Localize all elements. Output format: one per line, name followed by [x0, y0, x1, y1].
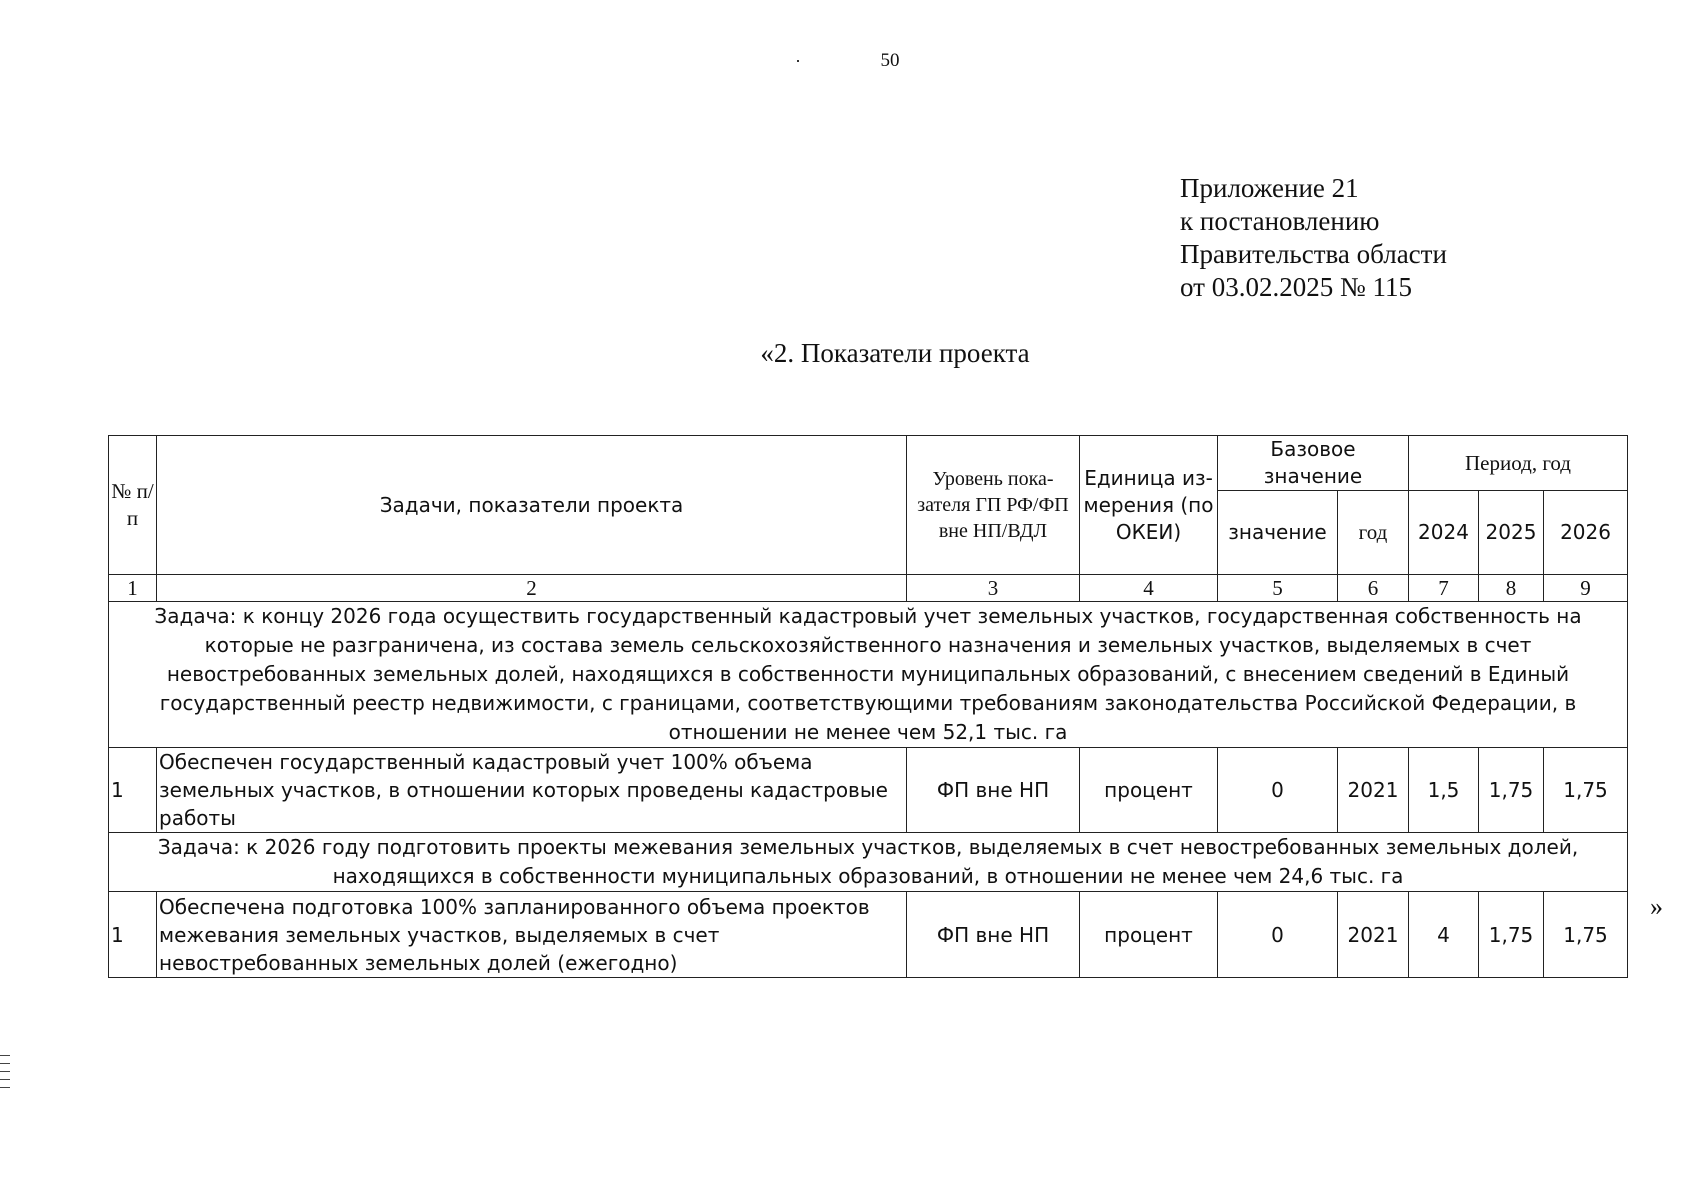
header-2024: 2024: [1409, 491, 1479, 575]
scan-speck: [797, 60, 799, 62]
header-2026: 2026: [1544, 491, 1628, 575]
header-unit: Единица из-мерения (по ОКЕИ): [1080, 436, 1218, 575]
row2-num: 1: [109, 892, 157, 978]
header-level: Уровень пока-зателя ГП РФ/ФП вне НП/ВДЛ: [907, 436, 1080, 575]
header-period: Период, год: [1409, 436, 1628, 491]
col-num-4: 4: [1080, 575, 1218, 602]
row2-2025: 1,75: [1479, 892, 1544, 978]
row1-2026: 1,75: [1544, 748, 1628, 833]
appendix-line-4: от 03.02.2025 № 115: [1180, 272, 1412, 302]
col-num-6: 6: [1338, 575, 1409, 602]
header-num: № п/п: [109, 436, 157, 575]
col-num-1: 1: [109, 575, 157, 602]
row1-name: Обеспечен государственный кадастровый учет 100% объема земельных участков, в отношении которых проведены кадастровые работы: [157, 748, 907, 833]
indicator-row-1: [109, 748, 1628, 833]
margin-marks: [0, 1055, 10, 1095]
row1-base-value: 0: [1218, 748, 1338, 833]
row2-name: Обеспечена подготовка 100% запланированного объема проектов межевания земельных участков, выделяемых в счет невостребованных земельных долей (ежегодно): [157, 892, 907, 978]
header-tasks: Задачи, показатели проекта: [157, 436, 907, 575]
row2-level: ФП вне НП: [907, 892, 1080, 978]
task-2-text: Задача: к 2026 году подготовить проекты межевания земельных участков, выделяемых в счет невостребованных земельных долей, находящихся в собственности муниципальных образований, в отношении не менее чем 24,6 тыс. га: [109, 833, 1628, 892]
row1-unit: процент: [1080, 748, 1218, 833]
col-num-3: 3: [907, 575, 1080, 602]
row2-base-value: 0: [1218, 892, 1338, 978]
appendix-line-3: Правительства области: [1180, 239, 1447, 269]
appendix-block: [1180, 172, 1447, 304]
row1-2025: 1,75: [1479, 748, 1544, 833]
column-number-row: [109, 575, 1628, 602]
row2-unit: процент: [1080, 892, 1218, 978]
row1-base-year: 2021: [1338, 748, 1409, 833]
col-num-7: 7: [1409, 575, 1479, 602]
task-row-2: [109, 833, 1628, 892]
col-num-5: 5: [1218, 575, 1338, 602]
appendix-line-2: к постановлению: [1180, 206, 1380, 236]
header-base-value: значение: [1218, 491, 1338, 575]
col-num-9: 9: [1544, 575, 1628, 602]
row2-2026: 1,75: [1544, 892, 1628, 978]
col-num-8: 8: [1479, 575, 1544, 602]
header-base-year: год: [1338, 491, 1409, 575]
header-row-1: [109, 436, 1628, 491]
row2-base-year: 2021: [1338, 892, 1409, 978]
row2-2024: 4: [1409, 892, 1479, 978]
closing-quote: »: [1650, 892, 1663, 921]
row1-2024: 1,5: [1409, 748, 1479, 833]
header-2025: 2025: [1479, 491, 1544, 575]
indicators-table: [108, 435, 1628, 978]
row1-num: 1: [109, 748, 157, 833]
row1-level: ФП вне НП: [907, 748, 1080, 833]
indicator-row-2: [109, 892, 1628, 978]
task-1-text: Задача: к концу 2026 года осуществить государственный кадастровый учет земельных участков, государственная собственность на которые не разграничена, из состава земель сельскохозяйственного назначения и земельных участков, выделяемых в счет невостребованных земельных долей, находящихся в собственности муниципальных образований, с внесением сведений в Единый государственный реестр недвижимости, с границами, соответствующими требованиям законодательства Российской Федерации, в отношении не менее чем 52,1 тыс. га: [109, 602, 1628, 748]
task-row-1: [109, 602, 1628, 748]
header-base: Базовое значение: [1218, 436, 1409, 491]
appendix-line-1: Приложение 21: [1180, 173, 1359, 203]
col-num-2: 2: [157, 575, 907, 602]
page-number: 50: [880, 50, 900, 71]
section-title: «2. Показатели проекта: [760, 338, 1030, 368]
